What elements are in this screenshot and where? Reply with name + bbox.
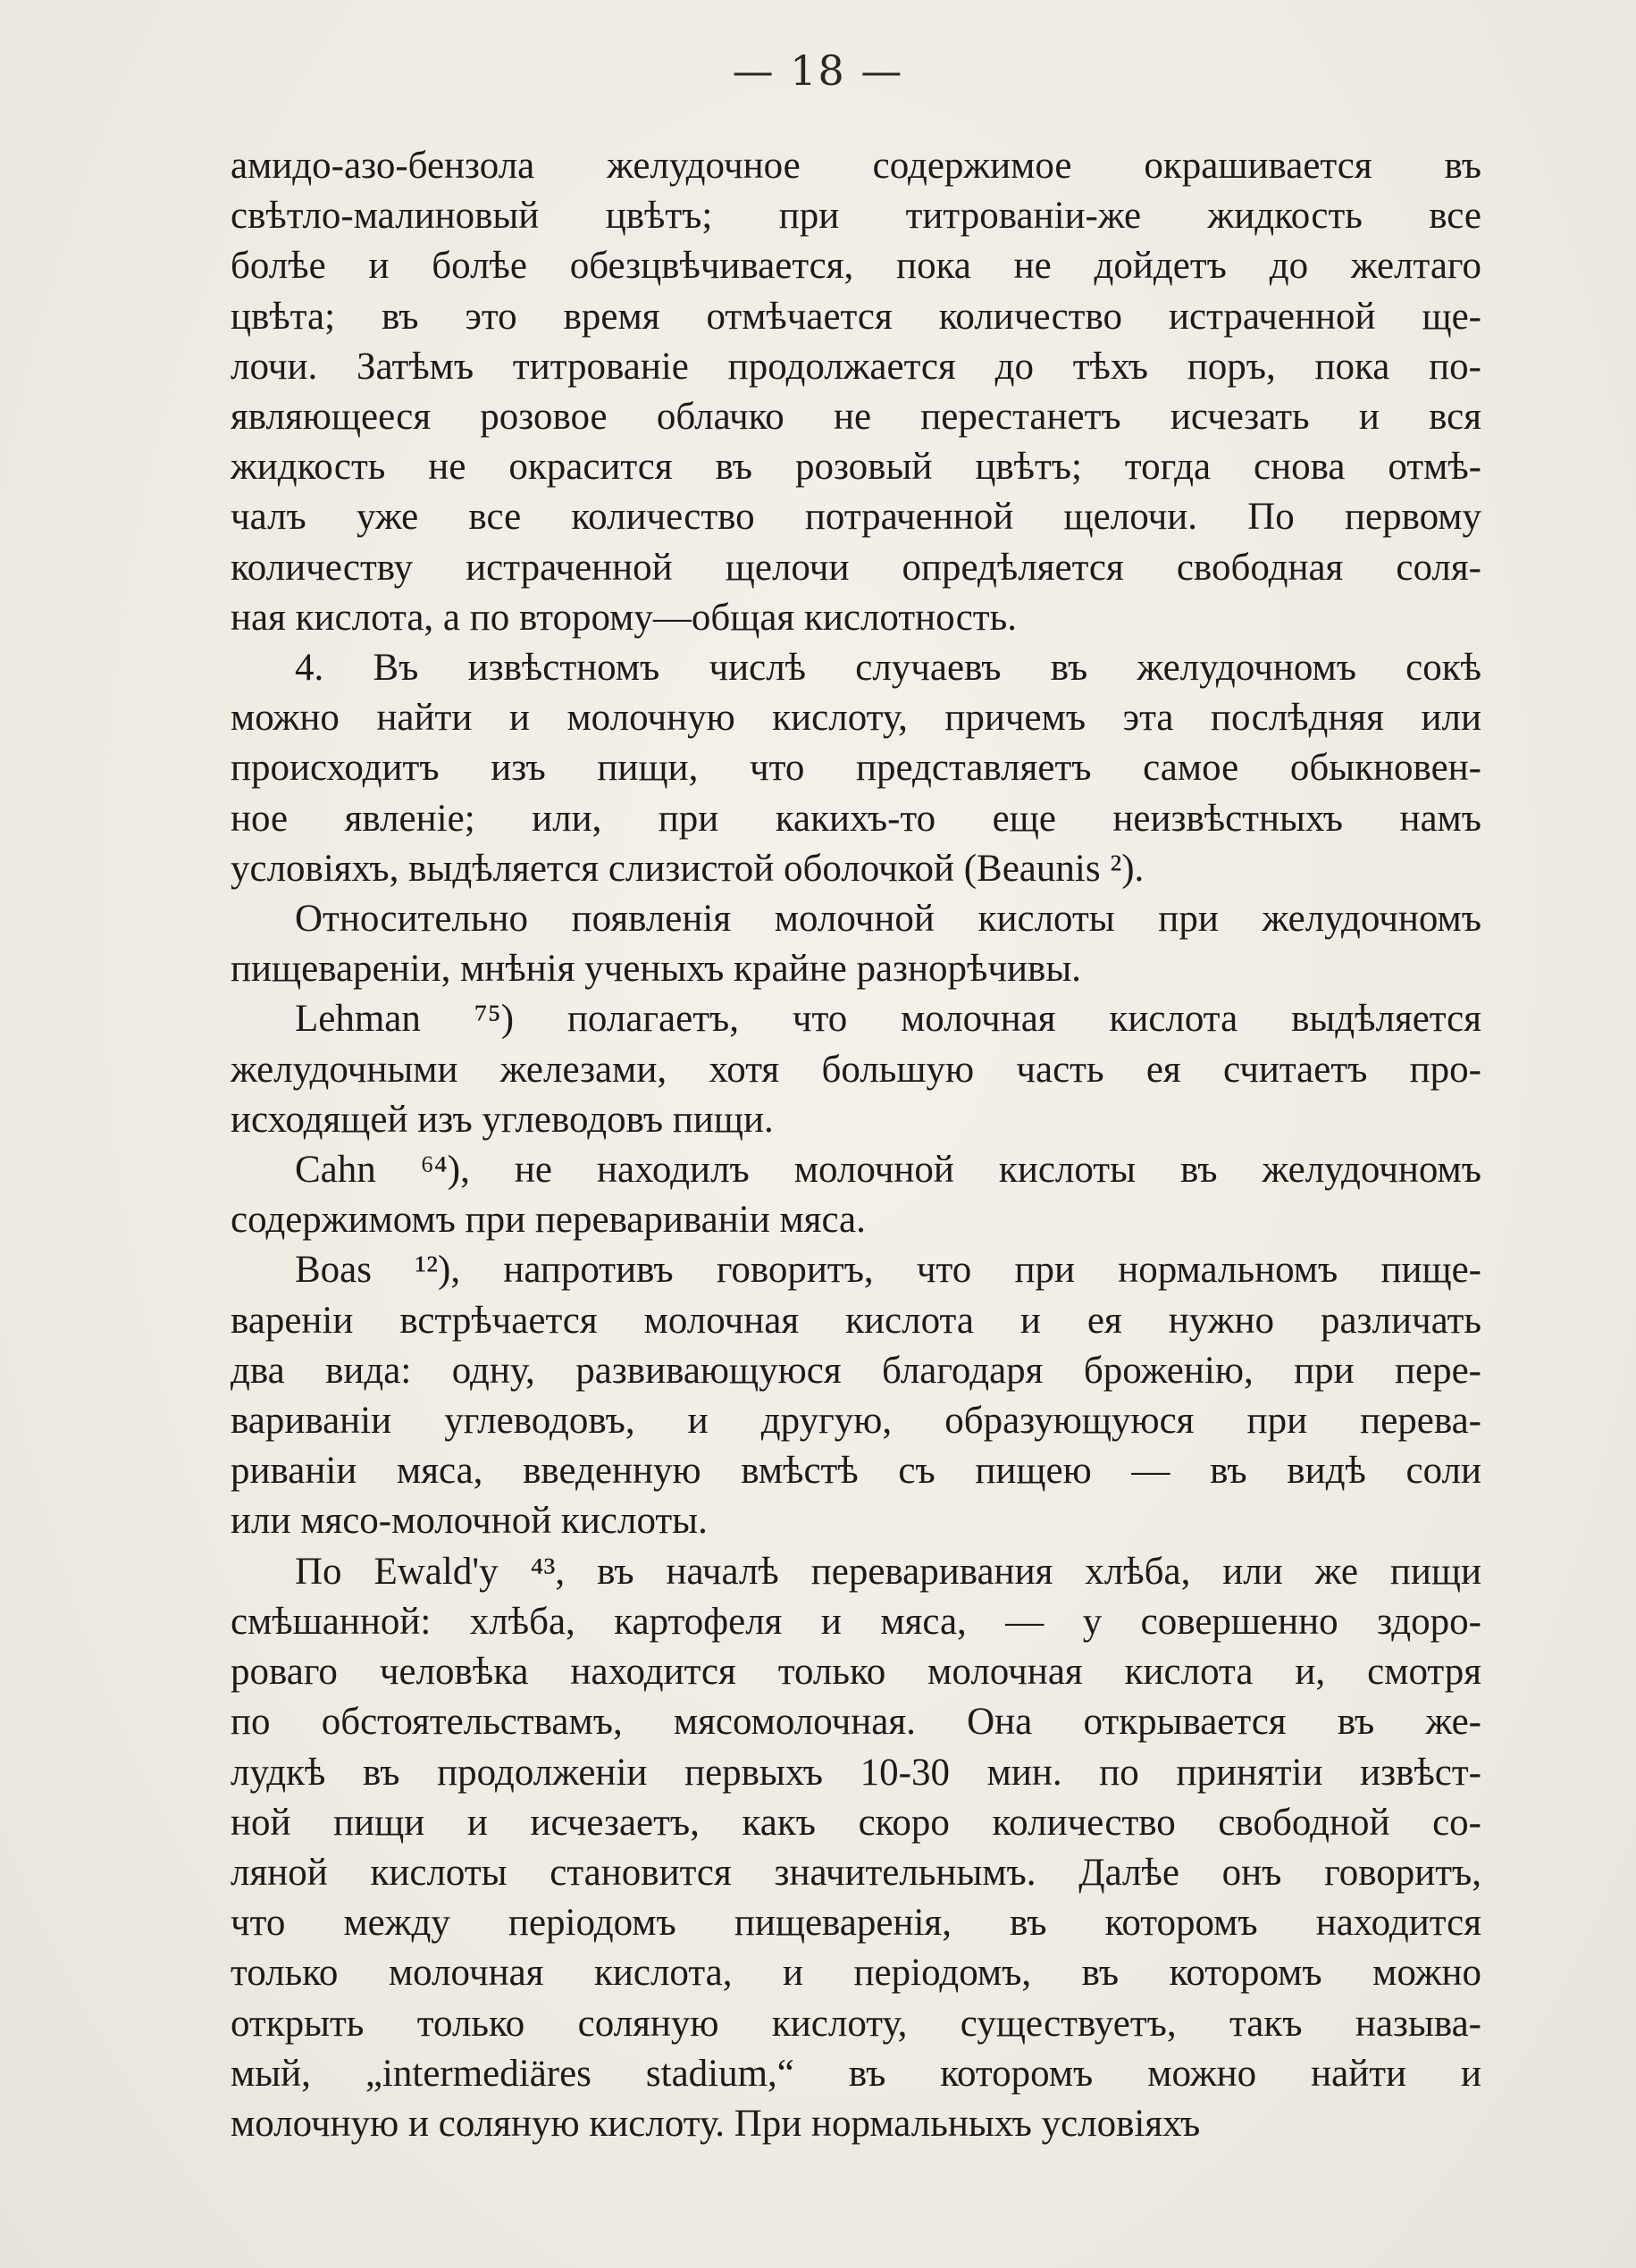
text-line: происходитъ изъ пищи, что представляетъ самое обыкновен- [231, 747, 1481, 790]
text-line: только молочная кислота, и періодомъ, въ которомъ можно [231, 1952, 1481, 1995]
text-line: жидкость не окрасится въ розовый цвѣтъ; тогда снова отмѣ- [231, 446, 1481, 489]
text-line: по обстоятельствамъ, мясомолочная. Она открывается въ же- [231, 1701, 1481, 1744]
text-line: вариваніи углеводовъ, и другую, образующуюся при перева- [231, 1400, 1481, 1443]
text-line: По Ewald'у ⁴³, въ началѣ переваривания хлѣба, или же пищи [295, 1550, 1481, 1593]
text-line: ное явленіе; или, при какихъ-то еще неизвѣстныхъ намъ [231, 797, 1481, 840]
text-line: цвѣта; въ это время отмѣчается количество истраченной ще- [231, 295, 1481, 338]
text-line: являющееся розовое облачко не перестанетъ исчезать и вся [231, 396, 1481, 439]
text-line: ляной кислоты становится значительнымъ. Далѣе онъ говоритъ, [231, 1851, 1481, 1894]
text-line: что между періодомъ пищеваренія, въ которомъ находится [231, 1902, 1481, 1945]
text-line: или мясо-молочной кислоты. [231, 1500, 708, 1543]
text-line: желудочными железами, хотя большую часть ея считаетъ про- [231, 1048, 1481, 1091]
paragraph [231, 1145, 1481, 1245]
text-line: молочную и соляную кислоту. При нормальныхъ условіяхъ [231, 2102, 1201, 2145]
text-line: количеству истраченной щелочи опредѣляется свободная соля- [231, 546, 1481, 589]
text-line: ная кислота, а по второму—общая кислотность. [231, 596, 1017, 639]
text-line: 4. Въ извѣстномъ числѣ случаевъ въ желудочномъ сокѣ [295, 647, 1481, 690]
text-line: смѣшанной: хлѣба, картофеля и мяса, — у совершенно здоро- [231, 1600, 1481, 1643]
text-line: свѣтло-малиновый цвѣтъ; при титрованіи-же жидкость все [231, 195, 1481, 238]
body-text [231, 141, 1481, 2149]
text-line: лудкѣ въ продолженіи первыхъ 10-30 мин. по принятіи извѣст- [231, 1751, 1481, 1794]
text-line: амидо-азо-бензола желудочное содержимое окрашивается въ [231, 145, 1481, 187]
paragraph [231, 994, 1481, 1145]
paragraph [231, 643, 1481, 894]
text-line: два вида: одну, развивающуюся благодаря броженію, при пере- [231, 1349, 1481, 1392]
text-line: можно найти и молочную кислоту, причемъ эта послѣдняя или [231, 697, 1481, 740]
paragraph [231, 141, 1481, 643]
text-line: ной пищи и исчезаетъ, какъ скоро количество свободной со- [231, 1801, 1481, 1844]
page-number: — 18 — [732, 46, 904, 95]
text-line: чалъ уже все количество потраченной щелочи. По первому [231, 496, 1481, 539]
text-line: пищевареніи, мнѣнія ученыхъ крайне разнорѣчивы. [231, 948, 1081, 991]
paragraph [231, 1547, 1481, 2149]
text-line: Boas ¹²), напротивъ говоритъ, что при нормальномъ пище- [295, 1249, 1481, 1292]
text-line: открыть только соляную кислоту, существуетъ, такъ называ- [231, 2002, 1481, 2045]
text-line: Относительно появленія молочной кислоты при желудочномъ [295, 898, 1481, 941]
text-line: риваніи мяса, введенную вмѣстѣ съ пищею — въ видѣ соли [231, 1450, 1481, 1493]
text-line: условіяхъ, выдѣляется слизистой оболочкой (Beaunis ²). [231, 847, 1145, 890]
text-line: вареніи встрѣчается молочная кислота и ея нужно различать [231, 1299, 1481, 1342]
text-line: содержимомъ при перевариваніи мяса. [231, 1199, 866, 1242]
text-line: мый, „intermediäres stadium,“ въ которомъ можно найти и [231, 2052, 1481, 2095]
paragraph [231, 894, 1481, 994]
text-line: болѣе и болѣе обезцвѣчивается, пока не дойдетъ до желтаго [231, 245, 1481, 288]
text-line: лочи. Затѣмъ титрованіе продолжается до тѣхъ поръ, пока по- [231, 345, 1481, 388]
paragraph [231, 1245, 1481, 1546]
text-line: исходящей изъ углеводовъ пищи. [231, 1098, 774, 1141]
text-line: роваго человѣка находится только молочная кислота и, смотря [231, 1651, 1481, 1694]
text-line: Cahn ⁶⁴), не находилъ молочной кислоты въ желудочномъ [295, 1149, 1481, 1192]
text-line: Lehman ⁷⁵) полагаетъ, что молочная кислота выдѣляется [295, 998, 1481, 1041]
